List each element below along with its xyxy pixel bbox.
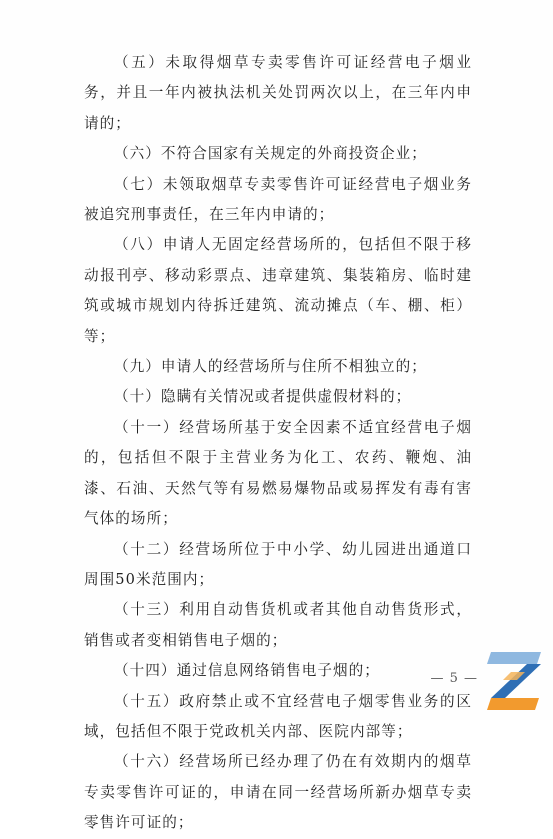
logo-top-bar [487,652,541,664]
clause-10: （十）隐瞒有关情况或者提供虚假材料的； [114,388,412,406]
logo-diagonal [491,664,541,698]
clause-11: （十一）经营场所基于安全因素不适宜经营电子烟的，包括但不限于主营业务为化工、农药、鞭炮、油漆、石油、天然气等有易燃易爆物品或易挥发有毒有害气体的场所； [84,418,472,528]
clause-8: （八）申请人无固定经营场所的，包括但不限于移动报刊亭、移动彩票点、违章建筑、集装箱房、临时建筑或城市规划内待拆迁建筑、流动摊点（车、棚、柜）等； [84,236,472,345]
page-number: — 5 — [430,671,478,686]
clause-13: （十三）利用自动售货机或者其他自动售货形式，销售或者变相销售电子烟的； [84,601,472,649]
clause-5: （五）未取得烟草专卖零售许可证经营电子烟业务，并且一年内被执法机关处罚两次以上，在三年内申请的； [84,54,472,132]
logo-bottom-bar [487,698,539,710]
clause-7: （七）未领取烟草专卖零售许可证经营电子烟业务被追究刑事责任，在三年内申请的； [84,175,472,224]
z-logo-icon [481,646,547,712]
clause-12: （十二）经营场所位于中小学、幼儿园进出通道口周围50米范围内； [84,540,472,588]
clause-14: （十四）通过信息网络销售电子烟的； [114,662,380,680]
clause-16: （十六）经营场所已经办理了仍在有效期内的烟草专卖零售许可证的，申请在同一经营场所新办烟草专卖零售许可证的； [84,753,472,832]
clause-6: （六）不符合国家有关规定的外商投资企业； [114,145,427,163]
clause-9: （九）申请人的经营场所与住所不相独立的； [114,358,427,376]
clause-15: （十五）政府禁止或不宜经营电子烟零售业务的区域，包括但不限于党政机关内部、医院内部等； [84,692,472,740]
